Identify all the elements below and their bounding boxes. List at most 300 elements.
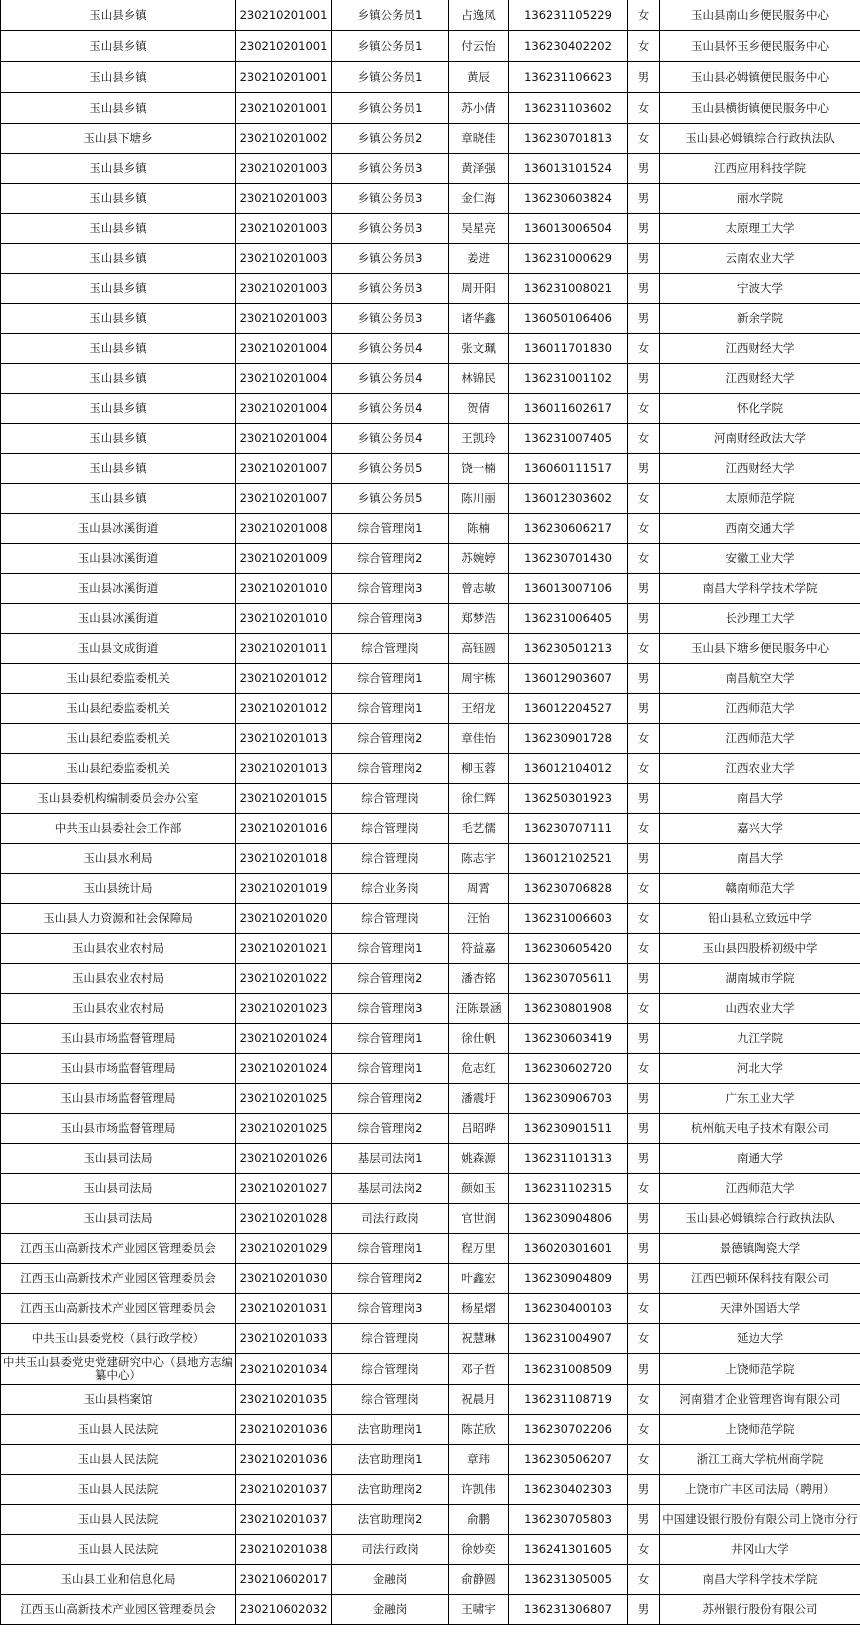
table-row [1,1505,860,1535]
name-cell: 潘震圩 [449,1084,509,1114]
table-row [1,274,860,304]
gender-cell: 男 [628,214,660,244]
position-code-cell: 230210201001 [236,31,332,62]
name-cell: 徐妙奕 [449,1535,509,1565]
position-name-cell: 乡镇公务员3 [332,274,449,304]
position-name-cell: 法官助理岗1 [332,1415,449,1445]
table-row [1,1174,860,1204]
position-code-cell: 230210201003 [236,304,332,334]
position-code-cell: 230210201037 [236,1505,332,1535]
workplace-cell: 西南交通大学 [660,514,860,544]
position-code-cell: 230210201001 [236,93,332,124]
workplace-cell: 玉山县四股桥初级中学 [660,934,860,964]
gender-cell: 女 [628,484,660,514]
position-code-cell: 230210201020 [236,904,332,934]
position-name-cell: 综合管理岗3 [332,994,449,1024]
position-code-cell: 230210201010 [236,574,332,604]
position-name-cell: 综合管理岗1 [332,1234,449,1264]
exam-id-cell: 136230904806 [509,1204,628,1234]
exam-id-cell: 136231306807 [509,1595,628,1625]
unit-cell: 玉山县乡镇 [1,62,236,93]
position-code-cell: 230210201003 [236,184,332,214]
exam-id-cell: 136230901728 [509,724,628,754]
position-name-cell: 综合管理岗2 [332,754,449,784]
gender-cell: 男 [628,694,660,724]
table-row [1,1084,860,1114]
position-code-cell: 230210201037 [236,1475,332,1505]
exam-id-cell: 136012102521 [509,844,628,874]
position-code-cell: 230210201030 [236,1264,332,1294]
position-name-cell: 乡镇公务员3 [332,154,449,184]
name-cell: 占逸凤 [449,0,509,31]
unit-cell: 玉山县乡镇 [1,274,236,304]
gender-cell: 女 [628,634,660,664]
position-name-cell: 综合管理岗 [332,1354,449,1385]
name-cell: 苏婉婷 [449,544,509,574]
gender-cell: 女 [628,1294,660,1324]
workplace-cell: 太原师范学院 [660,484,860,514]
workplace-cell: 新余学院 [660,304,860,334]
exam-id-cell: 136230605420 [509,934,628,964]
table-row [1,1054,860,1084]
exam-id-cell: 136013101524 [509,154,628,184]
workplace-cell: 延边大学 [660,1324,860,1354]
table-row [1,1595,860,1625]
position-code-cell: 230210201016 [236,814,332,844]
table-row [1,1294,860,1324]
exam-id-cell: 136230402202 [509,31,628,62]
table-row [1,1565,860,1595]
unit-cell: 玉山县纪委监委机关 [1,724,236,754]
workplace-cell: 江西师范大学 [660,1174,860,1204]
exam-id-cell: 136011701830 [509,334,628,364]
gender-cell: 女 [628,514,660,544]
position-code-cell: 230210602017 [236,1565,332,1595]
workplace-cell: 江西财经大学 [660,364,860,394]
position-code-cell: 230210201009 [236,544,332,574]
table-row [1,1445,860,1475]
position-code-cell: 230210201002 [236,124,332,154]
exam-id-cell: 136230906703 [509,1084,628,1114]
table-row [1,214,860,244]
name-cell: 汪陈景涵 [449,994,509,1024]
position-code-cell: 230210201003 [236,274,332,304]
exam-id-cell: 136230701430 [509,544,628,574]
unit-cell: 江西玉山高新技术产业园区管理委员会 [1,1294,236,1324]
name-cell: 黄泽强 [449,154,509,184]
workplace-cell: 九江学院 [660,1024,860,1054]
table-row [1,994,860,1024]
position-name-cell: 法官助理岗2 [332,1505,449,1535]
gender-cell: 女 [628,93,660,124]
workplace-cell: 苏州银行股份有限公司 [660,1595,860,1625]
unit-cell: 玉山县乡镇 [1,424,236,454]
exam-id-cell: 136231305005 [509,1565,628,1595]
exam-id-cell: 136231105229 [509,0,628,31]
name-cell: 诸华鑫 [449,304,509,334]
exam-id-cell: 136012903607 [509,664,628,694]
gender-cell: 女 [628,0,660,31]
position-code-cell: 230210201027 [236,1174,332,1204]
gender-cell: 男 [628,1114,660,1144]
position-name-cell: 乡镇公务员4 [332,364,449,394]
table-row [1,874,860,904]
position-name-cell: 司法行政岗 [332,1535,449,1565]
gender-cell: 女 [628,874,660,904]
position-code-cell: 230210201001 [236,62,332,93]
unit-cell: 玉山县纪委监委机关 [1,754,236,784]
workplace-cell: 玉山县必姆镇综合行政执法队 [660,1204,860,1234]
exam-id-cell: 136012104012 [509,754,628,784]
unit-cell: 玉山县人民法院 [1,1475,236,1505]
exam-id-cell: 136230602720 [509,1054,628,1084]
name-cell: 吴星亮 [449,214,509,244]
workplace-cell: 赣南师范大学 [660,874,860,904]
position-code-cell: 230210201001 [236,0,332,31]
gender-cell: 男 [628,244,660,274]
unit-cell: 玉山县司法局 [1,1174,236,1204]
table-row [1,1415,860,1445]
position-code-cell: 230210201023 [236,994,332,1024]
name-cell: 饶一楠 [449,454,509,484]
position-name-cell: 司法行政岗 [332,1204,449,1234]
unit-cell: 江西玉山高新技术产业园区管理委员会 [1,1234,236,1264]
position-code-cell: 230210201036 [236,1445,332,1475]
gender-cell: 女 [628,1174,660,1204]
workplace-cell: 玉山县必姆镇便民服务中心 [660,62,860,93]
exam-id-cell: 136230501213 [509,634,628,664]
position-name-cell: 综合管理岗2 [332,964,449,994]
gender-cell: 女 [628,124,660,154]
table-row [1,1264,860,1294]
exam-id-cell: 136231108719 [509,1385,628,1415]
gender-cell: 女 [628,31,660,62]
unit-cell: 玉山县冰溪街道 [1,574,236,604]
exam-id-cell: 136230402303 [509,1475,628,1505]
gender-cell: 男 [628,844,660,874]
workplace-cell: 浙江工商大学杭州商学院 [660,1445,860,1475]
unit-cell: 中共玉山县委党校（县行政学校） [1,1324,236,1354]
table-row [1,1234,860,1264]
exam-id-cell: 136230904809 [509,1264,628,1294]
gender-cell: 女 [628,1565,660,1595]
name-cell: 潘杏铭 [449,964,509,994]
position-name-cell: 综合管理岗 [332,814,449,844]
name-cell: 姜进 [449,244,509,274]
name-cell: 贺倩 [449,394,509,424]
position-name-cell: 综合管理岗1 [332,664,449,694]
position-name-cell: 乡镇公务员1 [332,62,449,93]
unit-cell: 玉山县下塘乡 [1,124,236,154]
unit-cell: 玉山县人民法院 [1,1415,236,1445]
position-name-cell: 乡镇公务员2 [332,124,449,154]
gender-cell: 男 [628,784,660,814]
position-code-cell: 230210201036 [236,1415,332,1445]
workplace-cell: 上饶师范学院 [660,1354,860,1385]
unit-cell: 玉山县冰溪街道 [1,604,236,634]
position-name-cell: 综合管理岗 [332,1385,449,1415]
workplace-cell: 铅山县私立致远中学 [660,904,860,934]
workplace-cell: 南昌大学科学技术学院 [660,1565,860,1595]
position-name-cell: 综合管理岗1 [332,1054,449,1084]
workplace-cell: 玉山县怀玉乡便民服务中心 [660,31,860,62]
workplace-cell: 玉山县横街镇便民服务中心 [660,93,860,124]
gender-cell: 女 [628,1385,660,1415]
workplace-cell: 安徽工业大学 [660,544,860,574]
unit-cell: 玉山县农业农村局 [1,994,236,1024]
table-row [1,424,860,454]
name-cell: 祝慧琳 [449,1324,509,1354]
position-name-cell: 乡镇公务员3 [332,304,449,334]
gender-cell: 女 [628,814,660,844]
table-row [1,754,860,784]
unit-cell: 玉山县乡镇 [1,394,236,424]
table-row [1,1385,860,1415]
position-code-cell: 230210201025 [236,1114,332,1144]
position-name-cell: 基层司法岗1 [332,1144,449,1174]
position-name-cell: 乡镇公务员3 [332,244,449,274]
name-cell: 苏小倩 [449,93,509,124]
position-code-cell: 230210201028 [236,1204,332,1234]
unit-cell: 玉山县工业和信息化局 [1,1565,236,1595]
gender-cell: 男 [628,364,660,394]
gender-cell: 女 [628,934,660,964]
gender-cell: 女 [628,904,660,934]
unit-cell: 玉山县乡镇 [1,304,236,334]
exam-id-cell: 136230506207 [509,1445,628,1475]
workplace-cell: 河南财经政法大学 [660,424,860,454]
gender-cell: 男 [628,1024,660,1054]
table-row [1,1144,860,1174]
exam-id-cell: 136230901511 [509,1114,628,1144]
workplace-cell: 江西财经大学 [660,334,860,364]
name-cell: 曾志敏 [449,574,509,604]
position-code-cell: 230210201004 [236,394,332,424]
gender-cell: 女 [628,1535,660,1565]
exam-id-cell: 136013006504 [509,214,628,244]
workplace-cell: 江西应用科技学院 [660,154,860,184]
workplace-cell: 玉山县下塘乡便民服务中心 [660,634,860,664]
gender-cell: 男 [628,304,660,334]
name-cell: 章佳怡 [449,724,509,754]
position-code-cell: 230210201019 [236,874,332,904]
exam-id-cell: 136231101313 [509,1144,628,1174]
position-name-cell: 综合管理岗2 [332,1264,449,1294]
exam-id-cell: 136231000629 [509,244,628,274]
exam-id-cell: 136011602617 [509,394,628,424]
gender-cell: 女 [628,1324,660,1354]
position-code-cell: 230210201003 [236,244,332,274]
position-name-cell: 综合管理岗1 [332,1024,449,1054]
name-cell: 章玮 [449,1445,509,1475]
unit-cell: 江西玉山高新技术产业园区管理委员会 [1,1264,236,1294]
table-row [1,544,860,574]
name-cell: 周霄 [449,874,509,904]
position-name-cell: 乡镇公务员5 [332,484,449,514]
workplace-cell: 南昌大学 [660,844,860,874]
position-name-cell: 综合管理岗2 [332,724,449,754]
unit-cell: 玉山县乡镇 [1,484,236,514]
table-row [1,154,860,184]
position-name-cell: 综合管理岗1 [332,514,449,544]
position-name-cell: 综合业务岗 [332,874,449,904]
unit-cell: 玉山县市场监督管理局 [1,1114,236,1144]
exam-id-cell: 136241301605 [509,1535,628,1565]
unit-cell: 玉山县农业农村局 [1,934,236,964]
workplace-cell: 杭州航天电子技术有限公司 [660,1114,860,1144]
unit-cell: 中共玉山县委党史党建研究中心（县地方志编纂中心） [1,1354,236,1385]
unit-cell: 玉山县乡镇 [1,244,236,274]
name-cell: 付云怡 [449,31,509,62]
workplace-cell: 江西师范大学 [660,694,860,724]
position-code-cell: 230210201012 [236,664,332,694]
exam-id-cell: 136230400103 [509,1294,628,1324]
gender-cell: 男 [628,454,660,484]
exam-id-cell: 136230603419 [509,1024,628,1054]
position-name-cell: 综合管理岗 [332,844,449,874]
position-code-cell: 230210201013 [236,754,332,784]
workplace-cell: 上饶市广丰区司法局（聘用） [660,1475,860,1505]
name-cell: 黄辰 [449,62,509,93]
name-cell: 姚森源 [449,1144,509,1174]
exam-id-cell: 136231001102 [509,364,628,394]
gender-cell: 男 [628,604,660,634]
table-row [1,62,860,93]
exam-id-cell: 136231008509 [509,1354,628,1385]
table-row [1,664,860,694]
workplace-cell: 上饶师范学院 [660,1415,860,1445]
workplace-cell: 江西师范大学 [660,724,860,754]
table-row [1,184,860,214]
workplace-cell: 怀化学院 [660,394,860,424]
name-cell: 陈楠 [449,514,509,544]
gender-cell: 男 [628,1505,660,1535]
position-code-cell: 230210201010 [236,604,332,634]
unit-cell: 玉山县乡镇 [1,154,236,184]
unit-cell: 玉山县乡镇 [1,214,236,244]
gender-cell: 男 [628,1084,660,1114]
gender-cell: 男 [628,664,660,694]
gender-cell: 男 [628,1234,660,1264]
unit-cell: 玉山县纪委监委机关 [1,694,236,724]
name-cell: 金仁海 [449,184,509,214]
table-row [1,634,860,664]
table-row [1,934,860,964]
position-name-cell: 法官助理岗2 [332,1475,449,1505]
gender-cell: 男 [628,154,660,184]
table-row [1,514,860,544]
table-row [1,244,860,274]
table-row [1,814,860,844]
position-code-cell: 230210201004 [236,424,332,454]
position-name-cell: 法官助理岗1 [332,1445,449,1475]
exam-id-cell: 136230606217 [509,514,628,544]
exam-id-cell: 136050106406 [509,304,628,334]
gender-cell: 男 [628,274,660,304]
table-row [1,93,860,124]
unit-cell: 玉山县司法局 [1,1204,236,1234]
name-cell: 徐仁辉 [449,784,509,814]
unit-cell: 玉山县司法局 [1,1144,236,1174]
exam-id-cell: 136230603824 [509,184,628,214]
position-code-cell: 230210201003 [236,154,332,184]
gender-cell: 女 [628,544,660,574]
position-code-cell: 230210201022 [236,964,332,994]
unit-cell: 玉山县乡镇 [1,93,236,124]
gender-cell: 女 [628,334,660,364]
exam-id-cell: 136231106623 [509,62,628,93]
gender-cell: 女 [628,1415,660,1445]
exam-id-cell: 136012303602 [509,484,628,514]
workplace-cell: 江西巴顿环保科技有限公司 [660,1264,860,1294]
position-name-cell: 综合管理岗1 [332,694,449,724]
position-name-cell: 金融岗 [332,1595,449,1625]
position-name-cell: 乡镇公务员1 [332,31,449,62]
position-name-cell: 综合管理岗 [332,784,449,814]
gender-cell: 男 [628,574,660,604]
table-row [1,31,860,62]
table-row [1,1475,860,1505]
table-row [1,364,860,394]
name-cell: 毛艺儒 [449,814,509,844]
workplace-cell: 云南农业大学 [660,244,860,274]
name-cell: 许凯伟 [449,1475,509,1505]
position-name-cell: 综合管理岗2 [332,544,449,574]
gender-cell: 男 [628,1475,660,1505]
workplace-cell: 南昌大学 [660,784,860,814]
workplace-cell: 宁波大学 [660,274,860,304]
unit-cell: 玉山县委机构编制委员会办公室 [1,784,236,814]
position-code-cell: 230210201018 [236,844,332,874]
name-cell: 杨星熠 [449,1294,509,1324]
position-name-cell: 金融岗 [332,1565,449,1595]
table-row [1,964,860,994]
gender-cell: 女 [628,1054,660,1084]
unit-cell: 玉山县市场监督管理局 [1,1084,236,1114]
table-row [1,604,860,634]
table-row [1,784,860,814]
position-name-cell: 综合管理岗2 [332,1114,449,1144]
unit-cell: 玉山县冰溪街道 [1,514,236,544]
unit-cell: 玉山县乡镇 [1,0,236,31]
table-body [1,0,860,1625]
unit-cell: 玉山县水利局 [1,844,236,874]
unit-cell: 玉山县乡镇 [1,334,236,364]
workplace-cell: 南通大学 [660,1144,860,1174]
position-name-cell: 乡镇公务员1 [332,93,449,124]
workplace-cell: 广东工业大学 [660,1084,860,1114]
exam-id-cell: 136020301601 [509,1234,628,1264]
exam-id-cell: 136230801908 [509,994,628,1024]
position-code-cell: 230210201024 [236,1054,332,1084]
exam-id-cell: 136230707111 [509,814,628,844]
exam-id-cell: 136060111517 [509,454,628,484]
position-name-cell: 综合管理岗 [332,904,449,934]
unit-cell: 玉山县人民法院 [1,1535,236,1565]
exam-id-cell: 136231006603 [509,904,628,934]
name-cell: 王啸宇 [449,1595,509,1625]
unit-cell: 玉山县市场监督管理局 [1,1054,236,1084]
name-cell: 官世润 [449,1204,509,1234]
position-code-cell: 230210201031 [236,1294,332,1324]
name-cell: 叶鑫宏 [449,1264,509,1294]
gender-cell: 男 [628,1264,660,1294]
unit-cell: 玉山县乡镇 [1,454,236,484]
workplace-cell: 河北大学 [660,1054,860,1084]
table-row [1,1324,860,1354]
workplace-cell: 中国建设银行股份有限公司上饶市分行 [660,1505,860,1535]
gender-cell: 男 [628,1354,660,1385]
